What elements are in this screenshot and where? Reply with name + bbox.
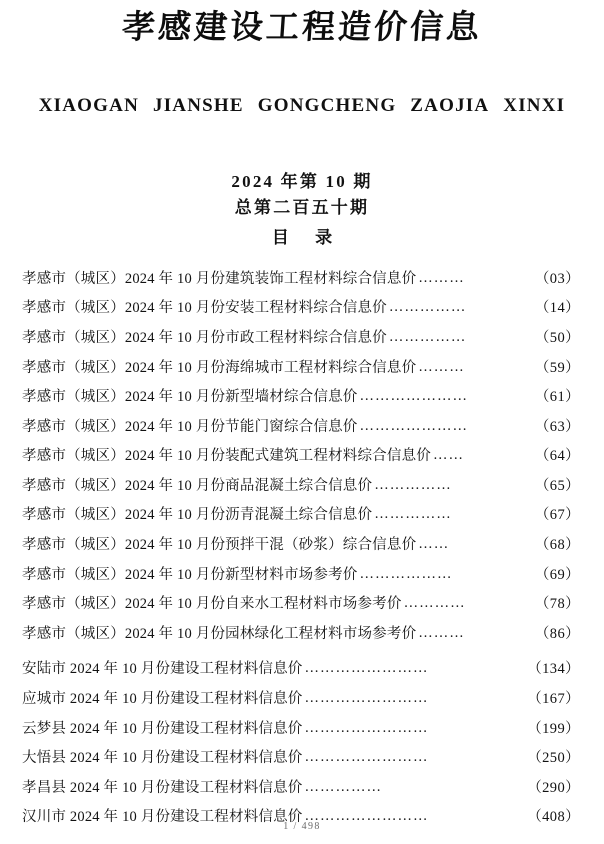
toc-entry[interactable] bbox=[22, 413, 580, 443]
toc-entry-label: 孝感市（城区）2024 年 10 月份安装工程材料综合信息价 bbox=[22, 300, 387, 317]
toc-leader-dots-text: …………………… bbox=[304, 808, 429, 825]
toc-entry-label: 孝感市（城区）2024 年 10 月份自来水工程材料市场参考价 bbox=[22, 596, 402, 613]
toc-entry-label: 安陆市 2024 年 10 月份建设工程材料信息价 bbox=[22, 661, 303, 678]
toc-leader-dots bbox=[418, 619, 533, 649]
toc-leader-dots-text: ……… bbox=[418, 624, 465, 641]
toc-entry[interactable] bbox=[22, 655, 580, 685]
page-title: 孝感建设工程造价信息 bbox=[120, 10, 484, 46]
pinyin-word: XIAOGAN bbox=[38, 95, 139, 117]
toc-entry[interactable] bbox=[22, 265, 580, 295]
toc-entry[interactable] bbox=[22, 383, 580, 413]
toc-leader-dots-text: ………… bbox=[403, 595, 466, 612]
toc-entry-label: 孝感市（城区）2024 年 10 月份园林绿化工程材料市场参考价 bbox=[22, 625, 417, 642]
toc-entry-label: 孝感市（城区）2024 年 10 月份节能门窗综合信息价 bbox=[22, 418, 358, 435]
toc-entry-page-number: （65） bbox=[534, 477, 580, 494]
toc-leader-dots bbox=[374, 471, 533, 501]
toc-entry-label: 孝感市（城区）2024 年 10 月份新型材料市场参考价 bbox=[22, 566, 358, 583]
toc-leader-dots-text: ………………… bbox=[359, 417, 468, 434]
toc-entry[interactable] bbox=[22, 685, 580, 715]
toc-leader-dots bbox=[305, 743, 526, 773]
toc-entry-page-number: （408） bbox=[527, 809, 580, 826]
toc-entry-page-number: （59） bbox=[534, 359, 580, 376]
toc-entry-page-number: （50） bbox=[534, 329, 580, 346]
toc-leader-dots-text: …………………… bbox=[304, 749, 429, 766]
toc-entry[interactable] bbox=[22, 442, 580, 472]
toc-entry-label: 孝感市（城区）2024 年 10 月份沥青混凝土综合信息价 bbox=[22, 507, 373, 524]
pinyin-word: JIANSHE bbox=[153, 95, 244, 117]
toc-leader-dots-text: ……… bbox=[418, 269, 465, 286]
toc-entry-page-number: （69） bbox=[534, 566, 580, 583]
issue-block bbox=[0, 169, 604, 250]
toc-leader-dots bbox=[389, 323, 533, 353]
toc-entry-page-number: （86） bbox=[534, 625, 580, 642]
toc-entry-page-number: （290） bbox=[527, 779, 580, 796]
toc-leader-dots-text: …………………… bbox=[304, 719, 429, 736]
toc-entry[interactable] bbox=[22, 354, 580, 384]
issue-number: 2024 年第 10 期 bbox=[231, 172, 373, 192]
toc-entry[interactable] bbox=[22, 561, 580, 591]
table-of-contents bbox=[0, 265, 604, 833]
toc-leader-dots bbox=[305, 714, 526, 744]
toc-leader-dots bbox=[418, 530, 533, 560]
toc-leader-dots-text: ………………… bbox=[359, 388, 468, 405]
toc-leader-dots bbox=[305, 684, 526, 714]
total-issue-number: 总第二百五十期 bbox=[234, 198, 370, 218]
toc-leader-dots-text: …………………… bbox=[304, 690, 429, 707]
toc-entry-page-number: （78） bbox=[534, 596, 580, 613]
toc-leader-dots bbox=[418, 264, 533, 294]
toc-entry[interactable] bbox=[22, 531, 580, 561]
toc-entry-page-number: （03） bbox=[534, 270, 580, 287]
toc-leader-dots-text: …………… bbox=[374, 506, 452, 523]
toc-entry-label: 孝感市（城区）2024 年 10 月份海绵城市工程材料综合信息价 bbox=[22, 359, 417, 376]
toc-entry[interactable] bbox=[22, 620, 580, 650]
toc-entry-label: 孝感市（城区）2024 年 10 月份新型墙材综合信息价 bbox=[22, 389, 358, 406]
toc-leader-dots-text: …………… bbox=[388, 299, 467, 316]
toc-entry-label: 孝感市（城区）2024 年 10 月份装配式建筑工程材料综合信息价 bbox=[22, 448, 431, 465]
toc-entry-page-number: （199） bbox=[527, 720, 580, 737]
toc-entry-page-number: （67） bbox=[534, 507, 580, 524]
toc-entry[interactable] bbox=[22, 324, 580, 354]
toc-entry-label: 孝感市（城区）2024 年 10 月份建筑装饰工程材料综合信息价 bbox=[22, 270, 417, 287]
toc-entry-label: 大悟县 2024 年 10 月份建设工程材料信息价 bbox=[22, 750, 303, 767]
page-indicator: 1 / 498 bbox=[283, 821, 321, 832]
toc-entry[interactable] bbox=[22, 744, 580, 774]
toc-entry-label: 孝昌县 2024 年 10 月份建设工程材料信息价 bbox=[22, 779, 303, 796]
toc-entry[interactable] bbox=[22, 715, 580, 745]
toc-entry-label: 应城市 2024 年 10 月份建设工程材料信息价 bbox=[22, 691, 303, 708]
toc-leader-dots bbox=[305, 773, 526, 803]
toc-leader-dots bbox=[389, 293, 533, 323]
toc-leader-dots bbox=[404, 589, 533, 619]
toc-entry-page-number: （61） bbox=[534, 389, 580, 406]
toc-entry-page-number: （250） bbox=[527, 750, 580, 767]
toc-leader-dots-text: ……………… bbox=[359, 565, 453, 582]
toc-entry-page-number: （134） bbox=[527, 661, 580, 678]
toc-entry-label: 孝感市（城区）2024 年 10 月份市政工程材料综合信息价 bbox=[22, 329, 387, 346]
toc-entry[interactable] bbox=[22, 294, 580, 324]
toc-leader-dots bbox=[305, 654, 526, 684]
toc-entry[interactable] bbox=[22, 472, 580, 502]
masthead bbox=[0, 0, 604, 117]
toc-leader-dots-text: …………………… bbox=[304, 660, 429, 677]
title-pinyin bbox=[0, 95, 604, 117]
toc-leader-dots bbox=[359, 412, 532, 442]
pinyin-word: ZAOJIA bbox=[410, 95, 490, 117]
toc-entry-page-number: （64） bbox=[534, 448, 580, 465]
toc-leader-dots-text: …… bbox=[432, 447, 464, 464]
toc-leader-dots-text: …………… bbox=[388, 328, 467, 345]
toc-entry-page-number: （14） bbox=[534, 300, 580, 317]
toc-entry-label: 云梦县 2024 年 10 月份建设工程材料信息价 bbox=[22, 720, 303, 737]
toc-leader-dots bbox=[418, 353, 533, 383]
toc-leader-dots-text: …………… bbox=[304, 778, 382, 795]
toc-leader-dots-text: ……… bbox=[418, 358, 465, 375]
toc-entry-label: 汉川市 2024 年 10 月份建设工程材料信息价 bbox=[22, 809, 303, 826]
toc-leader-dots-text: …… bbox=[418, 536, 450, 553]
toc-leader-dots bbox=[374, 500, 533, 530]
toc-heading: 目 录 bbox=[271, 227, 344, 247]
pinyin-word: XINXI bbox=[503, 95, 566, 117]
toc-leader-dots bbox=[433, 441, 533, 471]
toc-leader-dots bbox=[359, 560, 532, 590]
toc-entry-label: 孝感市（城区）2024 年 10 月份预拌干混（砂浆）综合信息价 bbox=[22, 537, 417, 554]
toc-entry[interactable] bbox=[22, 590, 580, 620]
toc-entry-page-number: （63） bbox=[534, 418, 580, 435]
toc-entry-page-number: （68） bbox=[534, 537, 580, 554]
pinyin-word: GONGCHENG bbox=[257, 95, 397, 117]
toc-leader-dots bbox=[359, 382, 532, 412]
toc-entry[interactable] bbox=[22, 774, 580, 804]
toc-leader-dots-text: …………… bbox=[374, 476, 452, 493]
toc-entry-label: 孝感市（城区）2024 年 10 月份商品混凝土综合信息价 bbox=[22, 477, 373, 494]
toc-entry[interactable] bbox=[22, 501, 580, 531]
toc-entry-page-number: （167） bbox=[527, 691, 580, 708]
